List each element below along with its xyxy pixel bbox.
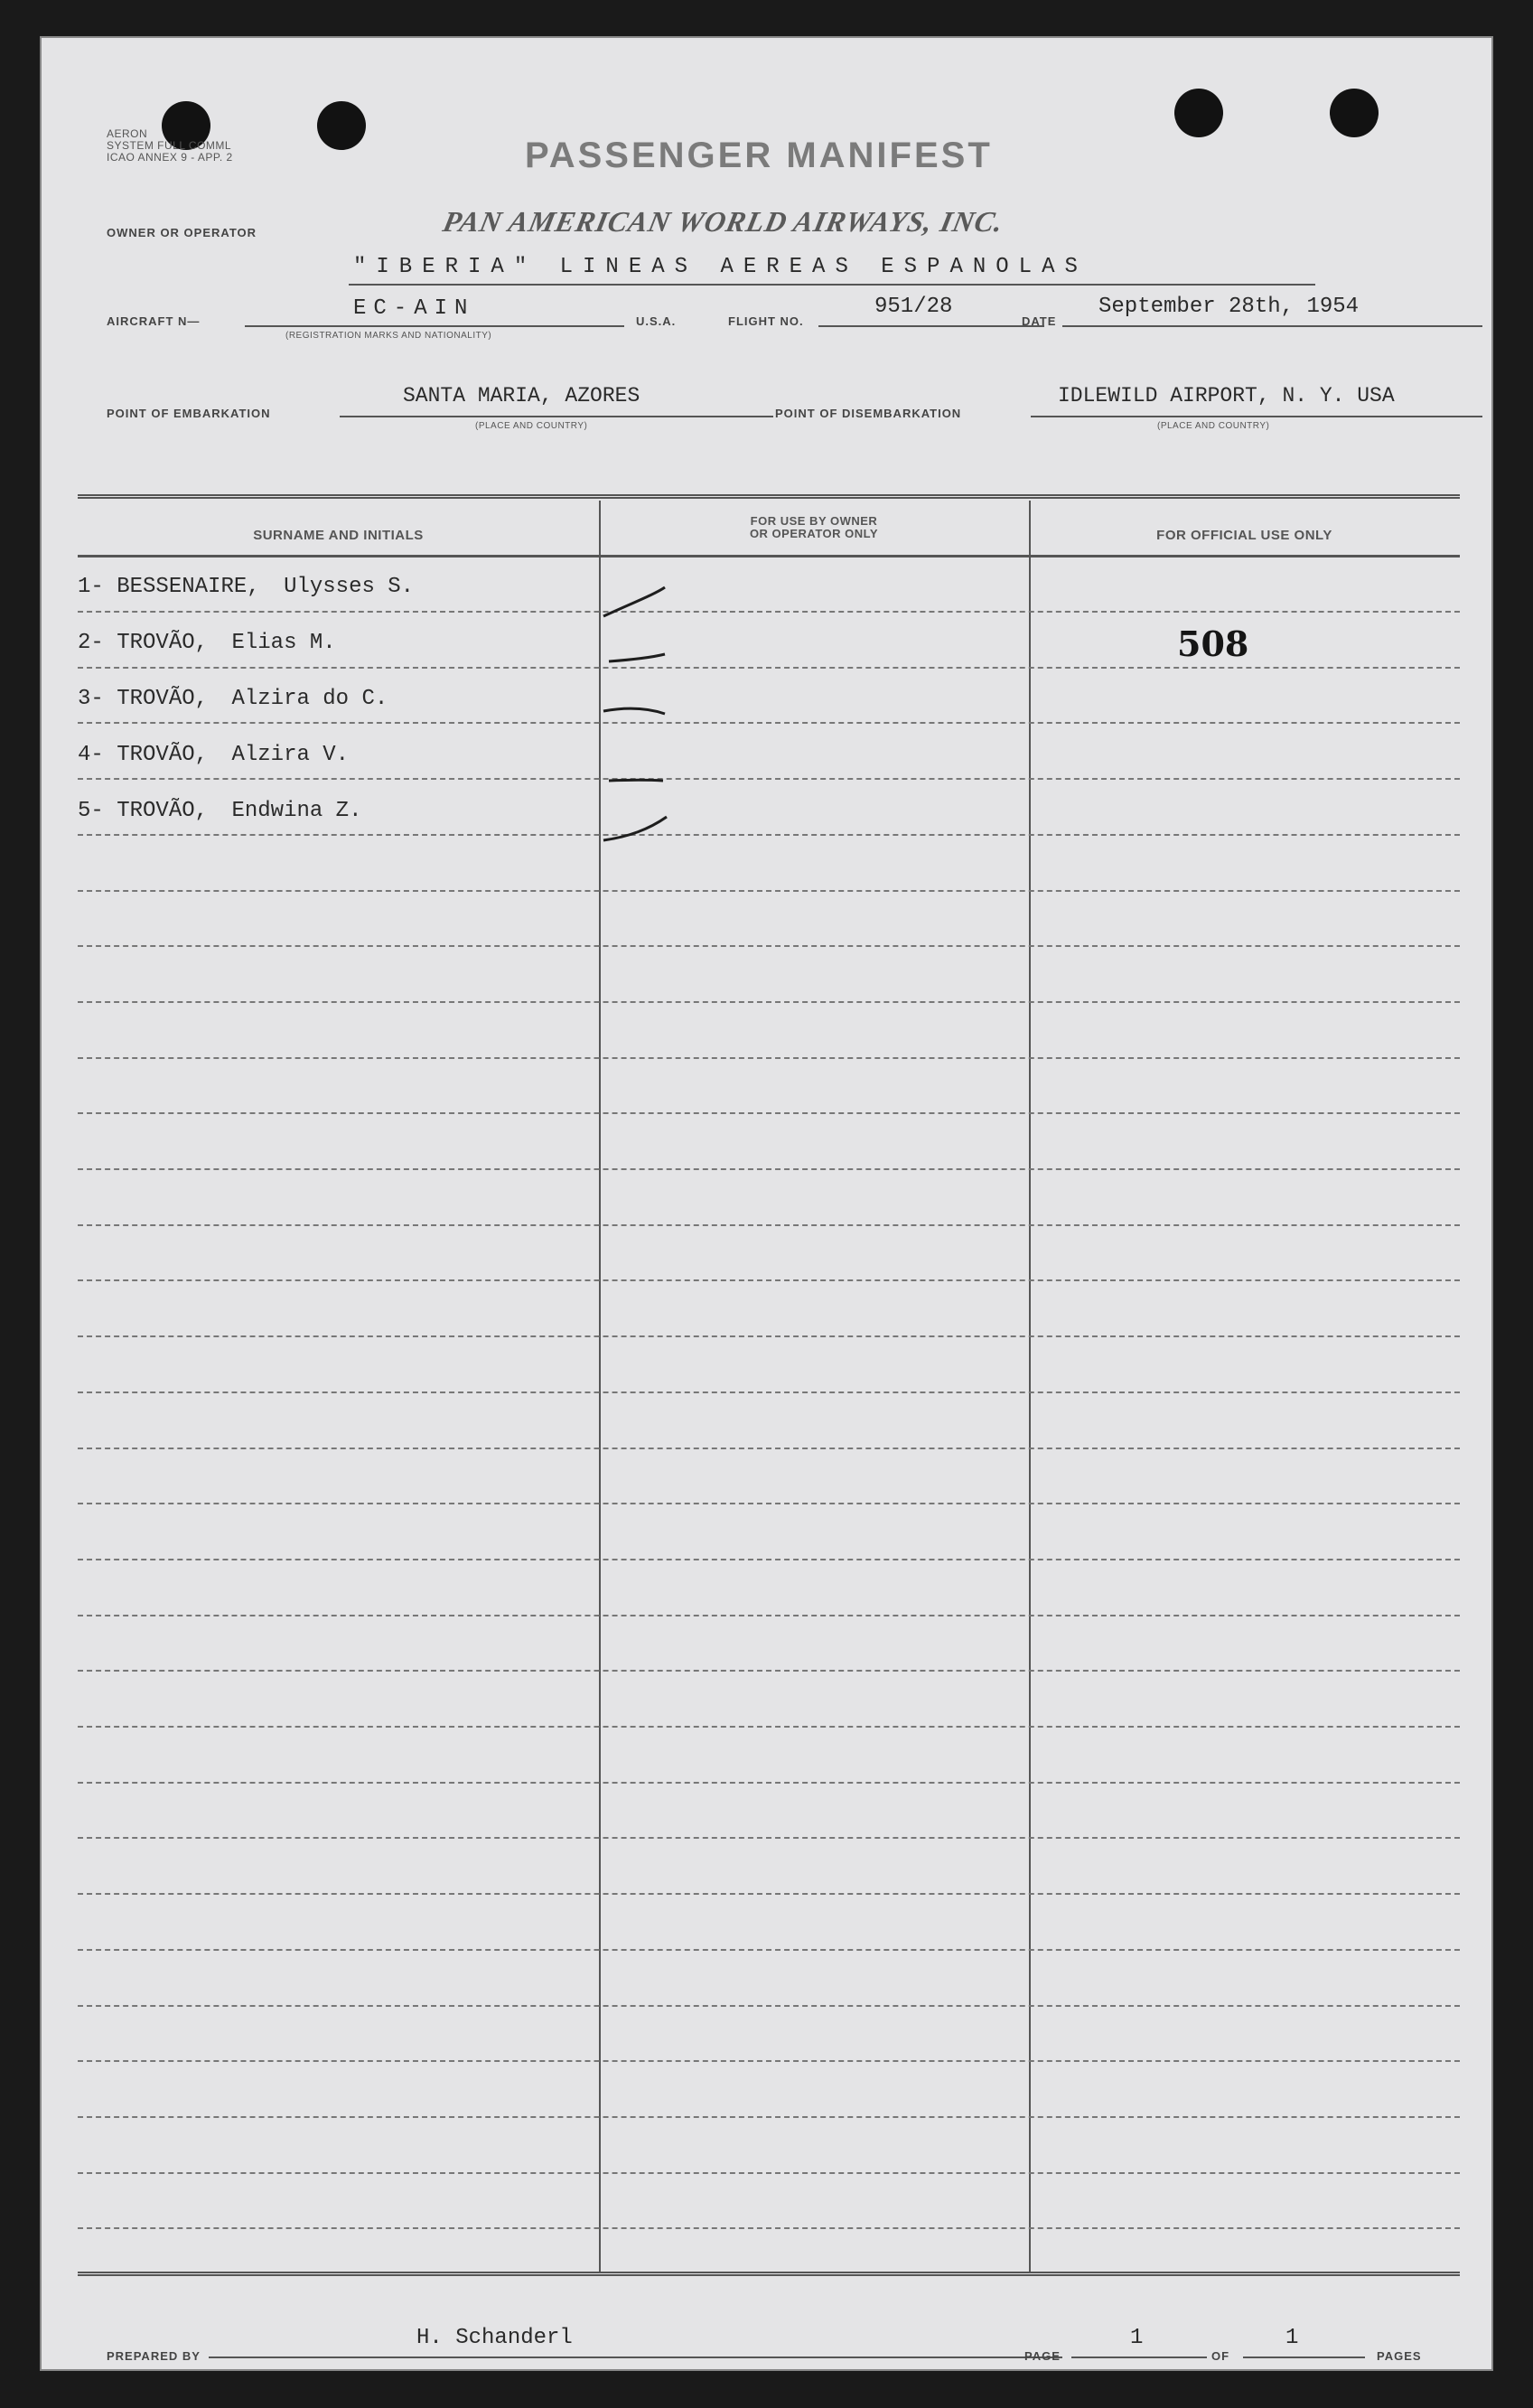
ruled-line (78, 2060, 1460, 2062)
ruled-line (78, 2172, 1460, 2174)
passenger-surname: TROVÃO, (117, 687, 209, 711)
form-title: PASSENGER MANIFEST (525, 136, 993, 175)
ruled-line (78, 1448, 1460, 1449)
passenger-row (78, 743, 349, 767)
ruled-line (78, 1057, 1460, 1059)
regulation-line: SYSTEM FULL COMML (107, 139, 232, 152)
flight-underline (818, 325, 1044, 327)
passenger-row (78, 575, 414, 599)
header-bottom-rule (78, 555, 1460, 557)
ruled-line (78, 834, 1460, 836)
operator-name: "IBERIA" LINEAS AEREAS ESPANOLAS (353, 255, 1088, 279)
check-mark (603, 817, 667, 840)
table-bottom-rule (78, 2272, 1460, 2276)
registration-caption: (REGISTRATION MARKS AND NATIONALITY) (285, 331, 492, 341)
of-label: OF (1211, 2349, 1230, 2363)
ruled-line (78, 2227, 1460, 2229)
flight-label: FLIGHT NO. (728, 314, 804, 328)
ruled-line (78, 890, 1460, 892)
official-use-column-header: FOR OFFICIAL USE ONLY (1156, 528, 1332, 543)
owner-use-column-header (599, 515, 1029, 540)
aircraft-value: EC-AIN (353, 296, 475, 321)
regulation-note (107, 128, 233, 164)
ruled-line (78, 1782, 1460, 1784)
flight-value: 951/28 (874, 295, 953, 319)
check-mark (609, 780, 663, 781)
check-mark (603, 587, 665, 616)
passenger-surname: TROVÃO, (117, 743, 209, 767)
official-stamp: 508 (1177, 623, 1249, 664)
ruled-line (78, 1893, 1460, 1895)
passenger-surname: BESSENAIRE, (117, 575, 260, 599)
prepared-label: PREPARED BY (107, 2349, 201, 2363)
ruled-line (78, 1503, 1460, 1504)
date-value: September 28th, 1954 (1098, 295, 1360, 319)
aircraft-label: AIRCRAFT N— (107, 314, 201, 328)
passenger-number: 2- (78, 631, 104, 655)
ruled-line (78, 667, 1460, 669)
airline-name: PAN AMERICAN WORLD AIRWAYS, INC. (440, 205, 1007, 238)
ruled-line (78, 2116, 1460, 2118)
date-label: DATE (1022, 314, 1057, 328)
passenger-given-name: Alzira do C. (231, 687, 388, 711)
check-marks (547, 571, 728, 896)
disembarkation-label: POINT OF DISEMBARKATION (775, 407, 962, 420)
page-label: PAGE (1024, 2349, 1061, 2363)
passenger-number: 1- (78, 575, 104, 599)
regulation-line: AERON (107, 127, 148, 140)
embarkation-value: SANTA MARIA, AZORES (403, 384, 640, 408)
disembarkation-underline (1031, 416, 1482, 417)
prepared-value: H. Schanderl (416, 2326, 573, 2350)
prepared-underline (209, 2356, 1062, 2358)
of-value: 1 (1285, 2326, 1299, 2350)
ruled-line (78, 1391, 1460, 1393)
ruled-line (78, 1001, 1460, 1003)
passenger-given-name: Endwina Z. (231, 799, 362, 823)
page-value: 1 (1130, 2326, 1144, 2350)
punch-hole-4 (1330, 89, 1379, 137)
ruled-line (78, 722, 1460, 724)
owner-label: OWNER OR OPERATOR (107, 226, 257, 239)
punch-hole-3 (1174, 89, 1223, 137)
date-underline (1062, 325, 1482, 327)
operator-underline (349, 284, 1315, 286)
ruled-line (78, 1279, 1460, 1281)
passenger-given-name: Alzira V. (231, 743, 350, 767)
ruled-line (78, 1837, 1460, 1839)
embarkation-caption: (PLACE AND COUNTRY) (475, 421, 588, 431)
ruled-line (78, 1224, 1460, 1226)
owner-use-header-line: OR OPERATOR ONLY (749, 527, 879, 540)
punch-hole-2 (317, 101, 366, 150)
surname-column-header: SURNAME AND INITIALS (253, 528, 424, 543)
ruled-line (78, 1559, 1460, 1560)
passenger-number: 4- (78, 743, 104, 767)
passenger-surname: TROVÃO, (117, 631, 209, 655)
table-top-rule (78, 494, 1460, 499)
usa-label: U.S.A. (636, 314, 677, 328)
ruled-line (78, 945, 1460, 947)
check-mark (609, 654, 665, 661)
passenger-given-name: Ulysses S. (284, 575, 415, 599)
ruled-line (78, 1112, 1460, 1114)
embarkation-underline (340, 416, 773, 417)
passenger-surname: TROVÃO, (117, 799, 209, 823)
passenger-given-name: Elias M. (231, 631, 336, 655)
embarkation-label: POINT OF EMBARKATION (107, 407, 271, 420)
owner-use-header-line: FOR USE BY OWNER (750, 514, 878, 528)
passenger-row (78, 687, 388, 711)
ruled-line (78, 611, 1460, 613)
ruled-line (78, 1168, 1460, 1170)
ruled-line (78, 1949, 1460, 1951)
manifest-sheet (40, 36, 1493, 2371)
pages-label: PAGES (1377, 2349, 1422, 2363)
ruled-line (78, 1335, 1460, 1337)
ruled-line (78, 1615, 1460, 1616)
page-underline (1071, 2356, 1207, 2358)
aircraft-underline (245, 325, 624, 327)
passenger-row (78, 631, 336, 655)
passenger-number: 3- (78, 687, 104, 711)
disembarkation-value: IDLEWILD AIRPORT, N. Y. USA (1058, 384, 1395, 408)
check-mark (603, 708, 665, 714)
disembarkation-caption: (PLACE AND COUNTRY) (1157, 421, 1270, 431)
ruled-line (78, 778, 1460, 780)
regulation-line: ICAO ANNEX 9 - APP. 2 (107, 151, 233, 164)
of-underline (1243, 2356, 1365, 2358)
ruled-line (78, 1670, 1460, 1672)
ruled-line (78, 2005, 1460, 2007)
passenger-row (78, 799, 361, 823)
passenger-number: 5- (78, 799, 104, 823)
ruled-line (78, 1726, 1460, 1728)
